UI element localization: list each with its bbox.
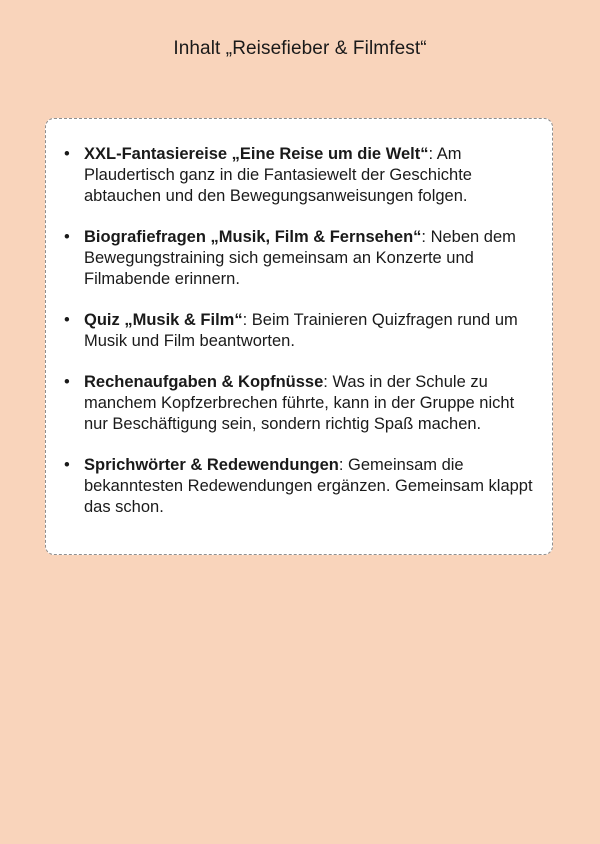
item-title: Biografiefragen „Musik, Film & Fernsehen“ — [84, 228, 422, 246]
list-item — [64, 455, 534, 518]
item-title: Rechenaufgaben & Kopfnüsse — [84, 373, 324, 391]
list-item — [64, 227, 534, 290]
item-text: : Am Plaudertisch ganz in die Fantasiewelt der Geschichte abtauchen und den Bewegungsanweisungen folgen. — [84, 145, 472, 205]
item-title: XXL-Fantasiereise „Eine Reise um die Welt“ — [84, 145, 429, 163]
page-title: Inhalt „Reisefieber & Filmfest“ — [173, 38, 427, 59]
list-item — [64, 310, 534, 352]
item-text: : Gemeinsam die bekanntesten Redewendungen ergänzen. Gemeinsam klappt das schon. — [84, 456, 533, 516]
bullet-icon: • — [64, 145, 70, 163]
item-list — [64, 144, 534, 518]
list-item — [64, 144, 534, 207]
item-text: : Beim Trainieren Quizfragen rund um Musik und Film beantworten. — [84, 311, 518, 350]
item-title: Sprichwörter & Redewendungen — [84, 456, 339, 474]
item-title: Quiz „Musik & Film“ — [84, 311, 243, 329]
bullet-icon: • — [64, 456, 70, 474]
item-text: : Was in der Schule zu manchem Kopfzerbrechen führte, kann in der Gruppe nicht nur Beschäftigung sein, sondern richtig Spaß machen. — [84, 373, 515, 433]
item-text: : Neben dem Bewegungstraining sich gemeinsam an Konzerte und Filmabende erinnern. — [84, 228, 516, 288]
bullet-icon: • — [64, 311, 70, 329]
content-card — [45, 118, 553, 555]
bullet-icon: • — [64, 228, 70, 246]
bullet-icon: • — [64, 373, 70, 391]
list-item — [64, 372, 534, 435]
